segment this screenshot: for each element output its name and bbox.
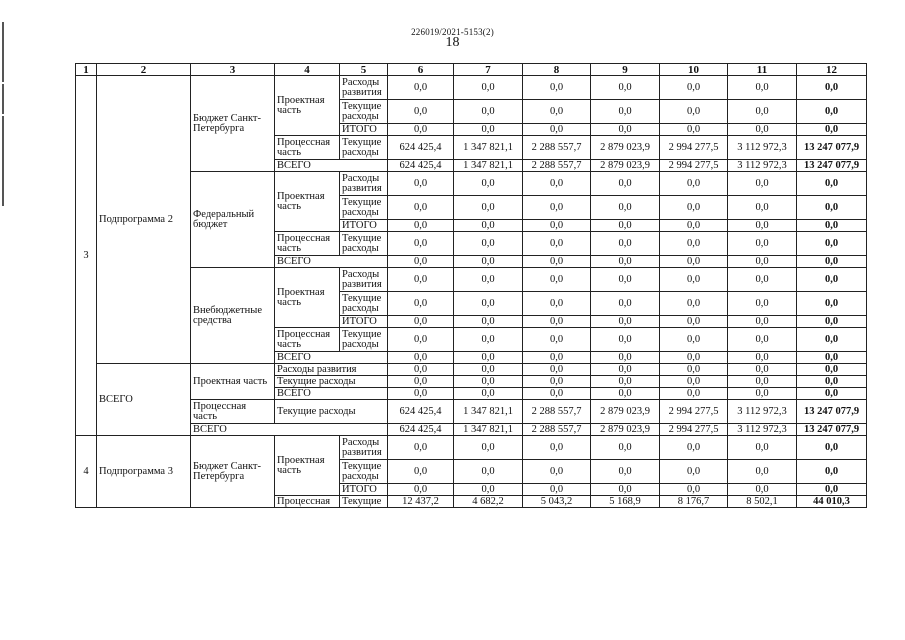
value-cell: 1 347 821,1 (454, 136, 523, 160)
value-cell: 2 879 023,9 (591, 136, 660, 160)
value-cell: 0,0 (660, 256, 728, 268)
value-cell: 0,0 (728, 124, 797, 136)
value-cell: 2 994 277,5 (660, 400, 728, 424)
value-cell: 0,0 (388, 388, 454, 400)
value-cell: 0,0 (388, 172, 454, 196)
value-cell: 0,0 (591, 436, 660, 460)
value-cell: 0,0 (591, 292, 660, 316)
value-cell: 5 168,9 (591, 496, 660, 508)
total-cell: 0,0 (797, 328, 867, 352)
col-header: 3 (191, 64, 275, 76)
value-cell: 0,0 (660, 376, 728, 388)
part-label: Проектная часть (275, 268, 340, 328)
value-cell: 0,0 (388, 256, 454, 268)
value-cell: 12 437,2 (388, 496, 454, 508)
value-cell: 0,0 (660, 484, 728, 496)
column-number-row (76, 64, 867, 76)
value-cell: 0,0 (591, 100, 660, 124)
col-header: 7 (454, 64, 523, 76)
value-cell: 0,0 (523, 256, 591, 268)
value-cell: 0,0 (388, 292, 454, 316)
expense-type: Расходы развития (340, 172, 388, 196)
expense-type: Текущие расходы (340, 232, 388, 256)
value-cell: 0,0 (523, 292, 591, 316)
value-cell: 0,0 (523, 196, 591, 220)
value-cell: 0,0 (523, 124, 591, 136)
value-cell: 624 425,4 (388, 136, 454, 160)
value-cell: 0,0 (591, 232, 660, 256)
value-cell: 0,0 (388, 220, 454, 232)
value-cell: 0,0 (454, 196, 523, 220)
total-cell: 0,0 (797, 100, 867, 124)
value-cell: 0,0 (388, 484, 454, 496)
value-cell: 0,0 (454, 256, 523, 268)
value-cell: 0,0 (454, 172, 523, 196)
value-cell: 0,0 (591, 484, 660, 496)
value-cell: 0,0 (591, 388, 660, 400)
document-number: 226019/2021-5153(2) (411, 27, 494, 37)
value-cell: 0,0 (523, 484, 591, 496)
expense-type: Расходы развития (340, 76, 388, 100)
expense-type: Расходы развития (275, 364, 388, 376)
value-cell: 0,0 (660, 316, 728, 328)
value-cell: 0,0 (660, 100, 728, 124)
total-cell: 0,0 (797, 76, 867, 100)
row-number: 3 (76, 76, 97, 436)
value-cell: 3 112 972,3 (728, 400, 797, 424)
value-cell: 3 112 972,3 (728, 160, 797, 172)
value-cell: 0,0 (728, 256, 797, 268)
value-cell: 0,0 (388, 232, 454, 256)
value-cell: 0,0 (728, 388, 797, 400)
value-cell: 0,0 (523, 388, 591, 400)
table-row (76, 268, 867, 292)
value-cell: 0,0 (454, 124, 523, 136)
value-cell: 3 112 972,3 (728, 136, 797, 160)
value-cell: 0,0 (454, 328, 523, 352)
value-cell: 0,0 (454, 232, 523, 256)
expense-type: ИТОГО (340, 124, 388, 136)
expense-type: Текущие (340, 496, 388, 508)
program-name: ВСЕГО (97, 364, 191, 436)
program-name: Подпрограмма 2 (97, 76, 191, 364)
funding-source: Процессная часть (191, 400, 275, 424)
value-cell: 0,0 (660, 364, 728, 376)
total-cell: 0,0 (797, 484, 867, 496)
value-cell: 0,0 (591, 352, 660, 364)
expense-type: Текущие расходы (340, 196, 388, 220)
total-cell: 0,0 (797, 292, 867, 316)
value-cell: 0,0 (728, 172, 797, 196)
value-cell: 0,0 (523, 316, 591, 328)
value-cell: 0,0 (660, 76, 728, 100)
value-cell: 2 879 023,9 (591, 160, 660, 172)
value-cell: 0,0 (388, 76, 454, 100)
value-cell: 1 347 821,1 (454, 400, 523, 424)
value-cell: 0,0 (728, 484, 797, 496)
value-cell: 0,0 (388, 460, 454, 484)
value-cell: 0,0 (660, 124, 728, 136)
value-cell: 0,0 (388, 124, 454, 136)
value-cell: 0,0 (591, 316, 660, 328)
total-cell: 0,0 (797, 352, 867, 364)
value-cell: 5 043,2 (523, 496, 591, 508)
table-row (76, 436, 867, 460)
expense-type: ВСЕГО (275, 388, 388, 400)
total-cell: 44 010,3 (797, 496, 867, 508)
total-cell: 0,0 (797, 268, 867, 292)
value-cell: 0,0 (523, 220, 591, 232)
value-cell: 0,0 (454, 376, 523, 388)
value-cell: 2 288 557,7 (523, 400, 591, 424)
total-cell: 0,0 (797, 220, 867, 232)
value-cell: 0,0 (523, 232, 591, 256)
part-label: ВСЕГО (275, 160, 388, 172)
value-cell: 0,0 (591, 256, 660, 268)
value-cell: 0,0 (660, 268, 728, 292)
expense-type: Расходы развития (340, 436, 388, 460)
expense-type: Текущие расходы (340, 136, 388, 160)
value-cell: 0,0 (728, 352, 797, 364)
value-cell: 0,0 (591, 220, 660, 232)
value-cell: 0,0 (523, 100, 591, 124)
table-row (76, 364, 867, 376)
value-cell: 0,0 (523, 268, 591, 292)
value-cell: 0,0 (454, 268, 523, 292)
value-cell: 8 502,1 (728, 496, 797, 508)
value-cell: 0,0 (388, 268, 454, 292)
value-cell: 0,0 (591, 76, 660, 100)
col-header: 9 (591, 64, 660, 76)
value-cell: 0,0 (660, 388, 728, 400)
funding-source: Федеральный бюджет (191, 172, 275, 268)
value-cell: 0,0 (728, 196, 797, 220)
value-cell: 0,0 (728, 76, 797, 100)
value-cell: 0,0 (523, 436, 591, 460)
value-cell: 0,0 (523, 76, 591, 100)
value-cell: 0,0 (728, 328, 797, 352)
program-name: Подпрограмма 3 (97, 436, 191, 508)
value-cell: 624 425,4 (388, 400, 454, 424)
total-cell: 0,0 (797, 388, 867, 400)
value-cell: 2 994 277,5 (660, 160, 728, 172)
value-cell: 0,0 (523, 172, 591, 196)
value-cell: 0,0 (660, 352, 728, 364)
expense-type: Расходы развития (340, 268, 388, 292)
part-label: Процессная часть (275, 232, 340, 256)
funding-source: Проектная часть (191, 364, 275, 400)
value-cell: 0,0 (388, 100, 454, 124)
value-cell: 2 288 557,7 (523, 160, 591, 172)
value-cell: 0,0 (591, 268, 660, 292)
total-cell: 0,0 (797, 196, 867, 220)
total-cell: 13 247 077,9 (797, 160, 867, 172)
value-cell: 0,0 (728, 436, 797, 460)
value-cell: 0,0 (660, 232, 728, 256)
page-number: 18 (445, 35, 460, 50)
value-cell: 0,0 (660, 460, 728, 484)
expense-type: Текущие расходы (340, 100, 388, 124)
expense-type: Текущие расходы (340, 460, 388, 484)
value-cell: 0,0 (454, 388, 523, 400)
value-cell: 0,0 (660, 292, 728, 316)
value-cell: 0,0 (454, 352, 523, 364)
table-row (76, 400, 867, 424)
value-cell: 0,0 (388, 436, 454, 460)
total-cell: 0,0 (797, 460, 867, 484)
part-label: Проектная часть (275, 76, 340, 136)
expense-type: ИТОГО (340, 484, 388, 496)
value-cell: 0,0 (728, 292, 797, 316)
value-cell: 0,0 (660, 172, 728, 196)
value-cell: 0,0 (454, 220, 523, 232)
budget-table (75, 63, 867, 508)
value-cell: 4 682,2 (454, 496, 523, 508)
value-cell: 0,0 (591, 364, 660, 376)
value-cell: 0,0 (454, 484, 523, 496)
col-header: 11 (728, 64, 797, 76)
value-cell: 2 288 557,7 (523, 136, 591, 160)
value-cell: 0,0 (660, 196, 728, 220)
expense-type: Текущие расходы (340, 292, 388, 316)
expense-type: Текущие расходы (275, 376, 388, 388)
value-cell: 2 879 023,9 (591, 424, 660, 436)
total-cell: 0,0 (797, 376, 867, 388)
total-cell: 0,0 (797, 172, 867, 196)
table-row (76, 76, 867, 100)
value-cell: 0,0 (388, 328, 454, 352)
value-cell: 624 425,4 (388, 160, 454, 172)
value-cell: 0,0 (660, 220, 728, 232)
expense-type: Текущие расходы (340, 328, 388, 352)
value-cell: 2 288 557,7 (523, 424, 591, 436)
value-cell: 0,0 (454, 460, 523, 484)
expense-type: ИТОГО (340, 316, 388, 328)
value-cell: 0,0 (454, 316, 523, 328)
value-cell: 3 112 972,3 (728, 424, 797, 436)
part-label: ВСЕГО (275, 256, 388, 268)
value-cell: 0,0 (388, 376, 454, 388)
col-header: 4 (275, 64, 340, 76)
value-cell: 0,0 (591, 196, 660, 220)
value-cell: 0,0 (523, 364, 591, 376)
total-cell: 0,0 (797, 436, 867, 460)
value-cell: 0,0 (454, 292, 523, 316)
value-cell: 2 994 277,5 (660, 424, 728, 436)
binding-edge-mark (2, 20, 5, 620)
part-label: ВСЕГО (275, 352, 388, 364)
value-cell: 0,0 (728, 364, 797, 376)
col-header: 5 (340, 64, 388, 76)
col-header: 8 (523, 64, 591, 76)
total-cell: 0,0 (797, 232, 867, 256)
table-row (76, 424, 867, 436)
value-cell: 0,0 (454, 76, 523, 100)
part-label: Процессная часть (275, 328, 340, 352)
part-label: Процессная (275, 496, 340, 508)
col-header: 10 (660, 64, 728, 76)
value-cell: 0,0 (388, 364, 454, 376)
part-label: Проектная часть (275, 436, 340, 496)
value-cell: 0,0 (523, 460, 591, 484)
value-cell: 0,0 (454, 436, 523, 460)
total-cell: 0,0 (797, 256, 867, 268)
value-cell: 0,0 (523, 328, 591, 352)
total-cell: 0,0 (797, 316, 867, 328)
value-cell: 0,0 (454, 100, 523, 124)
value-cell: 8 176,7 (660, 496, 728, 508)
funding-source: Бюджет Санкт-Петербурга (191, 436, 275, 508)
col-header: 6 (388, 64, 454, 76)
value-cell: 624 425,4 (388, 424, 454, 436)
funding-source: Внебюджетные средства (191, 268, 275, 364)
part-label: Процессная часть (275, 136, 340, 160)
value-cell: 0,0 (591, 460, 660, 484)
value-cell: 1 347 821,1 (454, 160, 523, 172)
col-header: 1 (76, 64, 97, 76)
funding-source: ВСЕГО (191, 424, 388, 436)
value-cell: 0,0 (591, 172, 660, 196)
value-cell: 0,0 (388, 316, 454, 328)
value-cell: 0,0 (523, 352, 591, 364)
value-cell: 0,0 (728, 376, 797, 388)
funding-source: Бюджет Санкт-Петербурга (191, 76, 275, 172)
value-cell: 1 347 821,1 (454, 424, 523, 436)
value-cell: 0,0 (591, 124, 660, 136)
value-cell: 0,0 (523, 376, 591, 388)
value-cell: 0,0 (660, 436, 728, 460)
value-cell: 0,0 (728, 100, 797, 124)
value-cell: 2 879 023,9 (591, 400, 660, 424)
value-cell: 0,0 (591, 328, 660, 352)
total-cell: 13 247 077,9 (797, 136, 867, 160)
value-cell: 0,0 (728, 220, 797, 232)
value-cell: 0,0 (660, 328, 728, 352)
value-cell: 0,0 (388, 352, 454, 364)
col-header: 12 (797, 64, 867, 76)
row-number: 4 (76, 436, 97, 508)
value-cell: 0,0 (728, 268, 797, 292)
value-cell: 0,0 (454, 364, 523, 376)
total-cell: 0,0 (797, 364, 867, 376)
total-cell: 0,0 (797, 124, 867, 136)
col-header: 2 (97, 64, 191, 76)
total-cell: 13 247 077,9 (797, 400, 867, 424)
table-row (76, 172, 867, 196)
expense-type: ИТОГО (340, 220, 388, 232)
expense-type: Текущие расходы (275, 400, 388, 424)
value-cell: 0,0 (591, 376, 660, 388)
value-cell: 0,0 (388, 196, 454, 220)
value-cell: 0,0 (728, 232, 797, 256)
part-label: Проектная часть (275, 172, 340, 232)
value-cell: 2 994 277,5 (660, 136, 728, 160)
value-cell: 0,0 (728, 460, 797, 484)
total-cell: 13 247 077,9 (797, 424, 867, 436)
value-cell: 0,0 (728, 316, 797, 328)
